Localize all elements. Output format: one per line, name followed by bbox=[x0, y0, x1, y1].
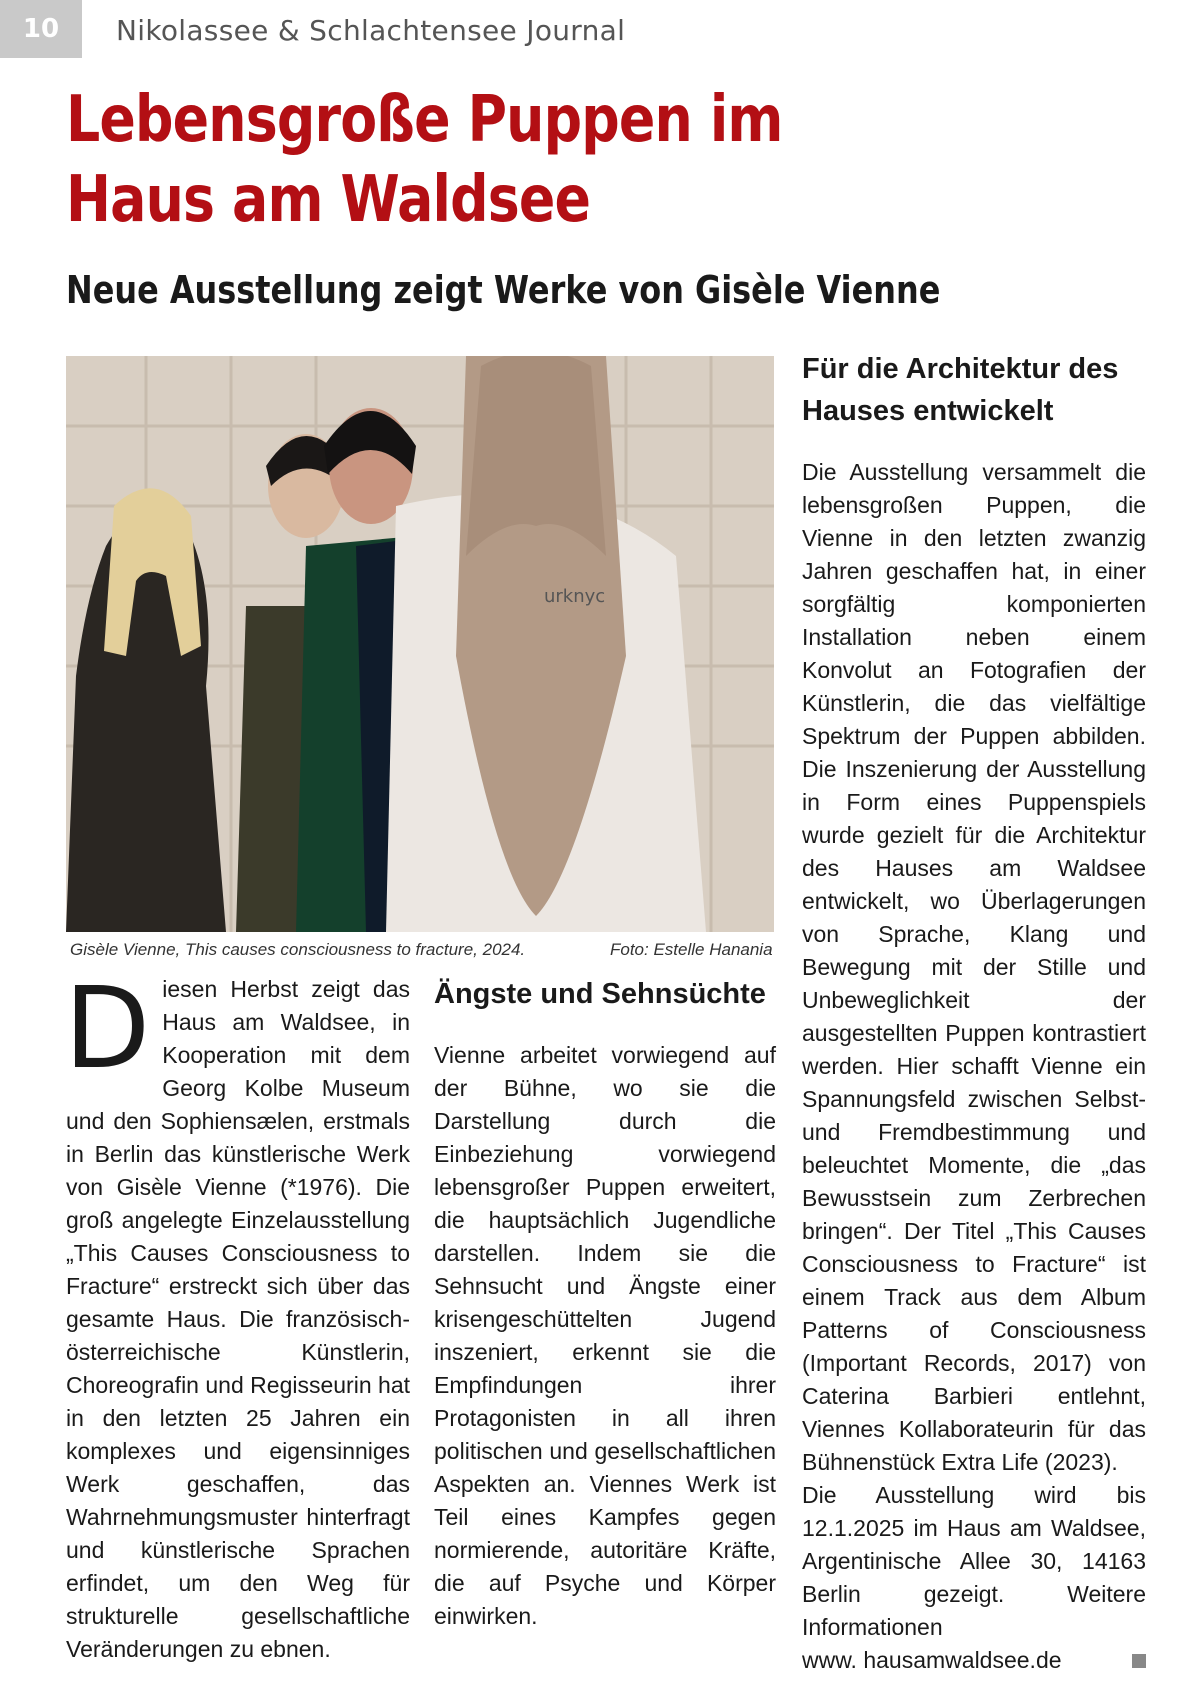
headline-line-2: Haus am Waldsee bbox=[66, 163, 591, 237]
dropcap: D bbox=[64, 964, 151, 1094]
photo-caption: Gisèle Vienne, This causes consciousness to fracture, 2024. bbox=[70, 940, 526, 959]
website-link: www. hausamwaldsee.de bbox=[802, 1647, 1062, 1673]
article-photo bbox=[66, 356, 774, 932]
section-2-text: Vienne arbeitet vorwiegend auf der Bühne, wo sie die Darstellung durch die Einbeziehung vorwiegend lebensgroßer Puppen erweitert, die hauptsächlich Jugendliche darstellen. Indem sie die Sehnsucht und Ängste einer krisengeschüttelten Jugend inszeniert, erkennt sie die Empfindungen ihrer Protagonisten in all ihren politischen und gesellschaftlichen Aspekten an. Viennes Werk ist Teil eines Kampfes gegen normierende, autoritäre Kräfte, die auf Psyche und Körper einwirken. bbox=[434, 1042, 776, 1629]
headline bbox=[66, 80, 973, 240]
end-of-article-square-icon bbox=[1132, 1654, 1146, 1668]
closing-url-line bbox=[802, 1644, 1146, 1677]
headline-line-1: Lebensgroße Puppen im bbox=[66, 83, 783, 157]
section-2-heading: Ängste und Sehnsüchte bbox=[434, 978, 766, 1010]
journal-name: Nikolassee & Schlachtensee Journal bbox=[116, 14, 626, 47]
dolls-photo-illustration bbox=[66, 356, 774, 932]
intro-text: iesen Herbst zeigt das Haus am Waldsee, in Kooperation mit dem Georg Kolbe Museum und den Sophiensælen, erstmals in Berlin das künstlerische Werk von Gisèle Vienne (*1976). Die groß angelegte Einzelausstellung „This Causes Consciousness to Fracture“ erstreckt sich über das gesamte Haus. Die französisch-österreichische Künstlerin, Choreografin und Regisseurin hat in den letzten 25 Jahren ein komplexes und eigensinniges Werk geschaffen, das Wahrnehmungsmuster hinterfragt und künstlerische Sprachen erfindet, um den Weg für strukturelle gesellschaftliche Veränderungen zu ebnen. bbox=[66, 976, 410, 1662]
section-2-column bbox=[434, 973, 776, 1633]
intro-column bbox=[64, 964, 410, 1666]
section-3-column bbox=[802, 348, 1146, 1677]
section-3-text: Die Ausstellung versammelt die lebensgroßen Puppen, die Vienne in den letzten zwanzig Jahren geschaffen hat, in einer sorgfältig komponierten Installation neben einem Konvolut an Fotografien der Künstlerin, die das vielfältige Spektrum der Puppen abbilden. Die Inszenierung der Ausstellung in Form eines Puppenspiels wurde gezielt für die Architektur des Hauses am Waldsee entwickelt, wo Überlagerungen von Sprache, Klang und Bewegung mit der Stille und Unbeweglichkeit der ausgestellten Puppen kontrastiert werden. Hier schafft Vienne ein Spannungsfeld zwischen Selbst- und Fremdbestimmung und beleuchtet Momente, die „das Bewusstsein zum Zerbrechen bringen“. Der Titel „This Causes Consciousness to Fracture“ ist einem Track aus dem Album Patterns of Consciousness (Important Records, 2017) von Caterina Barbieri entlehnt, Viennes Kollaborateurin für das Bühnenstück Extra Life (2023). bbox=[802, 459, 1146, 1475]
shirt-print: urknyc bbox=[544, 586, 606, 607]
page-number: 10 bbox=[0, 0, 82, 58]
subheadline: Neue Ausstellung zeigt Werke von Gisèle Vienne bbox=[66, 268, 941, 312]
closing-text: Die Ausstellung wird bis 12.1.2025 im Haus am Waldsee, Argentinische Allee 30, 14163 Berlin gezeigt. Weitere Informationen bbox=[802, 1482, 1146, 1640]
section-3-heading: Für die Architektur des Hauses entwickelt bbox=[802, 353, 1119, 427]
photo-credit: Foto: Estelle Hanania bbox=[610, 940, 773, 959]
